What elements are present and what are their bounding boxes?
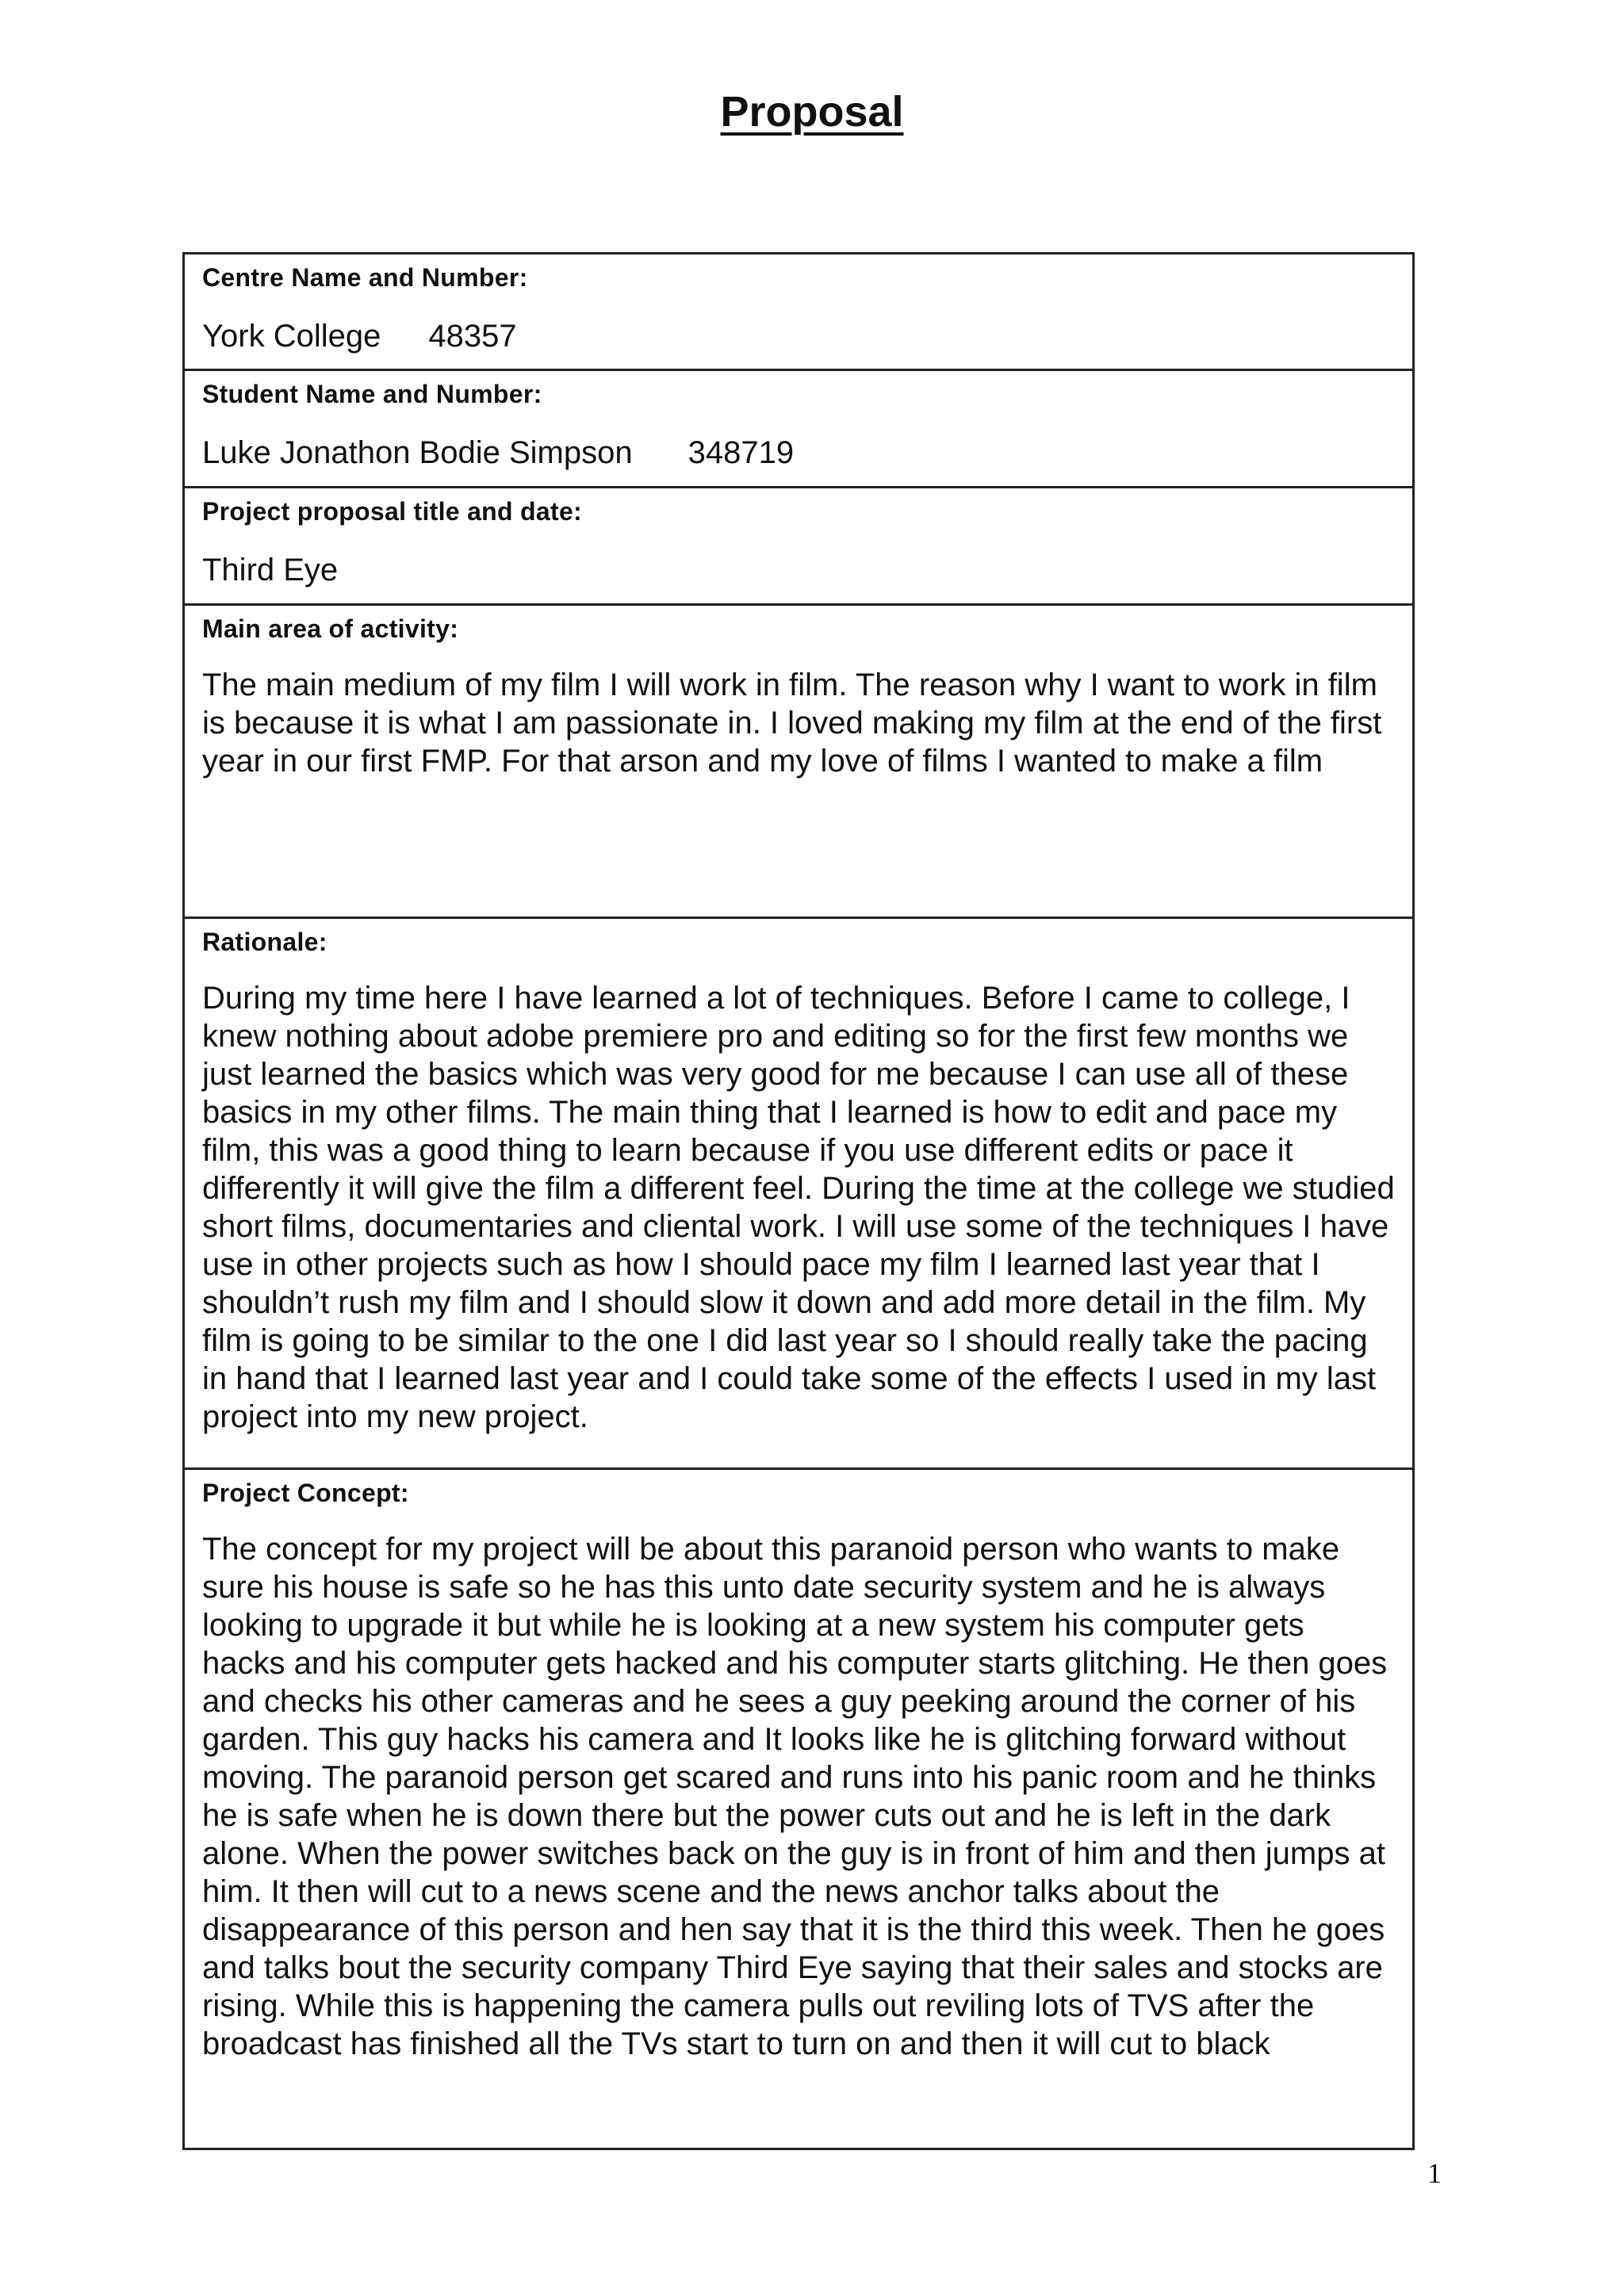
concept-section bbox=[185, 1470, 1412, 2148]
student-name: Luke Jonathon Bodie Simpson bbox=[202, 435, 633, 470]
project-title-label: Project proposal title and date: bbox=[202, 497, 583, 526]
concept-text: The concept for my project will be about this paranoid person who wants to make sure his house is safe so he has this unto date security system and he is always looking to upgrade it but while he is looking at a new system his computer gets hacks and his computer gets hacked and his computer starts glitching. He then goes and checks his other cameras and he sees a guy peeking around the corner of his garden. This guy hacks his camera and It looks like he is glitching forward without moving. The paranoid person get scared and runs into his panic room and he thinks he is safe when he is down there but the power cuts out and he is left in the dark alone. When the power switches back on the guy is in front of him and then jumps at him. It then will cut to a news scene and the news anchor talks about the disappearance of this person and hen say that it is the third this week. Then he goes and talks bout the security company Third Eye saying that their sales and stocks are rising. While this is happening the camera pulls out reviling lots of TVS after the broadcast has finished all the TVs start to turn on and then it will cut to black bbox=[202, 1532, 1388, 2061]
student-section bbox=[185, 371, 1412, 488]
main-area-text: The main medium of my film I will work in film. The reason why I want to work in film is because it is what I am passionate in. I loved making my film at the end of the first year in our first FMP. For that arson and my love of films I wanted to make a film bbox=[202, 668, 1382, 779]
rationale-label: Rationale: bbox=[202, 928, 327, 956]
student-label: Student Name and Number: bbox=[202, 380, 542, 408]
project-title-section bbox=[185, 488, 1412, 606]
page-title: Proposal bbox=[720, 88, 904, 136]
proposal-form-table bbox=[182, 252, 1415, 2150]
main-area-section bbox=[185, 606, 1412, 919]
centre-value bbox=[202, 316, 1395, 356]
rationale-text: During my time here I have learned a lot of techniques. Before I came to college, I knew nothing about adobe premiere pro and editing so for the first few months we just learned the basics which was very good for me because I can use all of these basics in my other films. The main thing that I learned is how to edit and pace my film, this was a good thing to learn because if you use different edits or pace it differently it will give the film a different feel. During the time at the college we studied short films, documentaries and cliental work. I will use some of the techniques I have use in other projects such as how I should pace my film I learned last year that I shouldn’t rush my film and I should slow it down and add more detail in the film. My film is going to be similar to the one I did last year so I should really take the pacing in hand that I learned last year and I could take some of the effects I used in my last project into my new project. bbox=[202, 981, 1395, 1434]
centre-section bbox=[185, 254, 1412, 371]
main-area-label: Main area of activity: bbox=[202, 614, 459, 643]
concept-label: Project Concept: bbox=[202, 1479, 409, 1507]
student-number: 348719 bbox=[688, 435, 795, 470]
rationale-section bbox=[185, 919, 1412, 1470]
centre-number: 48357 bbox=[428, 319, 517, 354]
project-title-value: Third Eye bbox=[202, 553, 339, 587]
page-number: 1 bbox=[1427, 2157, 1442, 2189]
centre-label: Centre Name and Number: bbox=[202, 263, 528, 292]
centre-name: York College bbox=[202, 319, 381, 354]
student-value bbox=[202, 433, 1395, 473]
